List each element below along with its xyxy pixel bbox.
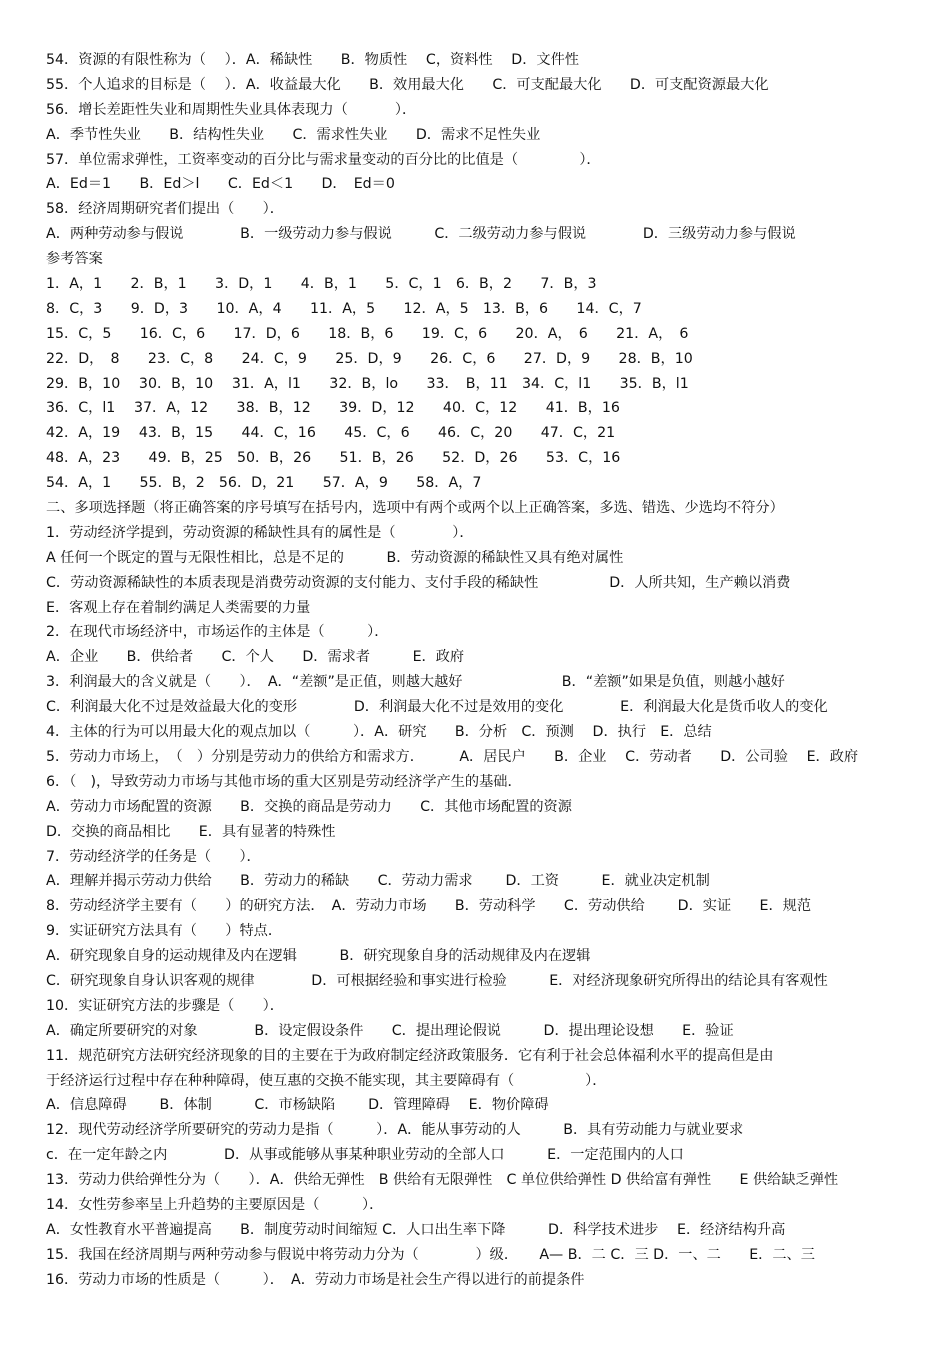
text-line: c．在一定年龄之内 D．从事或能够从事某种职业劳动的全部人口 E．一定范围内的人口 xyxy=(46,1147,684,1164)
text-line: C．研究现象自身认识客观的规律 D．可根据经验和事实进行检验 E．对经济现象研究所得出的结论具有客观性 xyxy=(46,972,828,989)
text-line: A．Ed＝1 B．Ed＞l C．Ed＜1 D． Ed＝0 xyxy=(46,176,395,193)
text-line: 36．C，l1 37．A，12 38．B，12 39．D，12 40．C，12 41．B，16 xyxy=(46,400,620,417)
text-line: 56．增长差距性失业和周期性失业具体表现力（ ）． xyxy=(46,101,417,118)
text-line: 7．劳动经济学的任务是（ ）． xyxy=(46,848,261,865)
text-line: C．劳动资源稀缺性的本质表现是消费劳动资源的支付能力、支付手段的稀缺性 D．人所共知，生产赖以消费 xyxy=(46,574,791,591)
text-line: 11．规范研究方法研究经济现象的目的主要在于为政府制定经济政策服务．它有利于社会总体福利水平的提高但是由 xyxy=(46,1047,774,1064)
text-line: A．劳动力市场配置的资源 B．交换的商品是劳动力 C．其他市场配置的资源 xyxy=(46,798,572,815)
text-line: 16．劳动力市场的性质是（ ）． A．劳动力市场是社会生产得以进行的前提条件 xyxy=(46,1271,585,1288)
text-line: 42．A，19 43．B，15 44．C，16 45．C，6 46．C，20 47．C，21 xyxy=(46,425,616,442)
text-line: 22．D， 8 23．C，8 24．C，9 25．D，9 26．C，6 27．D，9 28．B，10 xyxy=(46,350,693,367)
text-line: 55．个人追求的目标是（ ）．A．收益最大化 B．效用最大化 C．可支配最大化 D．可支配资源最大化 xyxy=(46,76,769,93)
text-line: 14．女性劳参率呈上升趋势的主要原因是（ ）． xyxy=(46,1196,384,1213)
document-page xyxy=(46,48,926,1293)
text-line: 1．A，1 2．B，1 3．D，1 4．B，1 5．C，1 6．B，2 7．B，3 xyxy=(46,276,597,293)
text-line: A．研究现象自身的运动规律及内在逻辑 B．研究现象自身的活动规律及内在逻辑 xyxy=(46,948,591,965)
text-line: 58．经济周期研究者们提出（ ）． xyxy=(46,201,284,218)
text-line: 6．（ )，导致劳动力市场与其他市场的重大区别是劳动经济学产生的基础． xyxy=(46,773,522,790)
text-line: A．信息障碍 B．体制 C．市杨缺陷 D．管理障碍 E．物价障碍 xyxy=(46,1097,549,1114)
text-line: 于经济运行过程中存在种种障碍，使互惠的交换不能实现，其主要障碍有（ ）． xyxy=(46,1072,607,1089)
text-line: 3．利润最大的含义就是（ ）． A．“差额”是正值，则越大越好 B．“差额”如果是负值，则越小越好 xyxy=(46,674,785,691)
text-line: 54．A，1 55．B，2 56．D，21 57．A，9 58．A，7 xyxy=(46,475,482,492)
text-line: A．确定所要研究的对象 B．设定假设条件 C．提出理论假说 D．提出理论设想 E．验证 xyxy=(46,1022,734,1039)
text-line: 15．C，5 16．C，6 17．D，6 18．B，6 19．C，6 20．A， 6 21．A， 6 xyxy=(46,325,689,342)
text-line: A．企业 B．供给者 C．个人 D．需求者 E．政府 xyxy=(46,649,465,666)
text-line: 29．B，10 30．B，10 31．A，l1 32．B，lo 33． B，11 34．C，l1 35．B，l1 xyxy=(46,375,689,392)
text-line: A．季节性失业 B．结构性失业 C．需求性失业 D．需求不足性失业 xyxy=(46,126,541,143)
text-line: 15．我国在经济周期与两种劳动参与假说中将劳动力分为（ ）级． A— B．二 C．三 D．一、二 E．二、三 xyxy=(46,1246,815,1263)
text-line: 4．主体的行为可以用最大化的观点加以（ ）．A．研究 B．分析 C．预测 D．执行 E．总结 xyxy=(46,724,712,741)
text-line: 8．C，3 9．D，3 10．A，4 11．A，5 12．A，5 13．B，6 14．C，7 xyxy=(46,300,642,317)
text-line: 2．在现代市场经济中，市场运作的主体是（ ）． xyxy=(46,624,389,641)
text-line: A．理解并揭示劳动力供给 B．劳动力的稀缺 C．劳动力需求 D．工资 E．就业决定机制 xyxy=(46,873,710,890)
text-line: E．客观上存在着制约满足人类需要的力量 xyxy=(46,599,311,616)
text-line: 1．劳动经济学提到，劳动资源的稀缺性具有的属性是（ ）． xyxy=(46,524,474,541)
text-line: D．交换的商品相比 E．具有显著的特殊性 xyxy=(46,823,336,840)
text-line: 8．劳动经济学主要有（ ）的研究方法． A．劳动力市场 B．劳动科学 C．劳动供给 D．实证 E．规范 xyxy=(46,898,812,915)
text-line: 参考答案 xyxy=(46,251,103,268)
text-line: C．利润最大化不过是效益最大化的变形 D．利润最大化不过是效用的变化 E．利润最大化是货币收人的变化 xyxy=(46,699,828,716)
text-line: 二、多项选择题（将正确答案的序号填写在括号内，选项中有两个或两个以上正确答案，多选、错选、少选均不符分） xyxy=(46,500,784,517)
text-line: A 任何一个既定的置与无限性相比，总是不足的 B．劳动资源的稀缺性又具有绝对属性 xyxy=(46,549,624,566)
text-line: A．两种劳动参与假说 B．一级劳动力参与假说 C．二级劳动力参与假说 D．三级劳动力参与假说 xyxy=(46,226,796,243)
text-line: A．女性教育水平普遍提高 B．制度劳动时间缩短 C．人口出生率下降 D．科学技术进步 E．经济结构升高 xyxy=(46,1221,786,1238)
text-line: 48．A，23 49．B，25 50．B，26 51．B，26 52．D，26 53．C，16 xyxy=(46,450,621,467)
text-line: 5．劳动力市场上， （ ）分别是劳动力的供给方和需求方． A．居民户 B．企业 C．劳动者 D．公司验 E．政府 xyxy=(46,748,859,765)
text-line: 13．劳动力供给弹性分为（ ）．A．供给无弹性 B 供给有无限弹性 C 单位供给弹性 D 供给富有弹性 E 供给缺乏弹性 xyxy=(46,1172,839,1189)
text-line: 9．实证研究方法具有（ ）特点． xyxy=(46,923,283,940)
text-line: 12．现代劳动经济学所要研究的劳动力是指（ ）．A．能从事劳动的人 B．具有劳动能力与就业要求 xyxy=(46,1122,744,1139)
text-line: 54．资源的有限性称为（ ）．A．稀缺性 B．物质性 C，资料性 D．文件性 xyxy=(46,52,579,68)
text-line: 10．实证研究方法的步骤是（ ）． xyxy=(46,997,284,1014)
text-line: 57．单位需求弹性，工资率变动的百分比与需求量变动的百分比的比值是（ ）． xyxy=(46,151,601,168)
